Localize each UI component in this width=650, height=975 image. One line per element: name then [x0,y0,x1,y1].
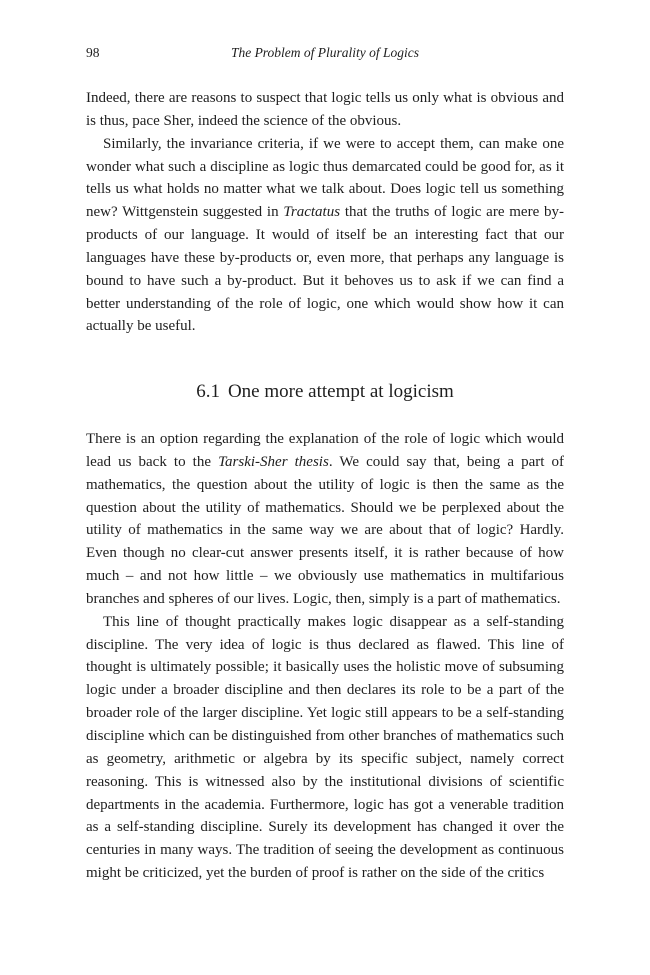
paragraph-text: There is an option regarding the explanation of the role of logic which would lead us back to the [86,431,564,470]
italic-term: Tarski-Sher thesis [218,453,329,470]
paragraph: Indeed, there are reasons to suspect that logic tells us only what is obvious and is thus, pace Sher, indeed the science of the obvious. [86,90,564,129]
paragraph-text: Similarly, the invariance criteria, if we were to accept them, can make one wonder what such a discipline as logic thus demarcated could be good for, as it tells us what holds no matter what we talk about. Does logic tell us something new? Wittgenstein suggested in [86,135,564,221]
section-text-block [86,428,564,885]
section-heading [86,380,564,404]
section-title: One more attempt at logicism [227,381,454,402]
paragraph: This line of thought practically makes logic disappear as a self-standing discipline. The very idea of logic is thus declared as flawed. This line of thought is ultimately possible; it basically uses the holistic move of subsuming logic under a broader discipline and then declares its role to be a part of the broader role of the larger discipline. Yet logic still appears to be a self-standing discipline which can be distinguished from other branches of mathematics such as geometry, arithmetic or algebra by its specific subject, namely correct reasoning. This is witnessed also by the institutional divisions of scientific departments in the academia. Furthermore, logic has got a venerable tradition as a self-standing discipline. Surely its development has changed it over the centuries in many ways. The tradition of seeing the development as continuous might be criticized, yet the burden of proof is rather on the side of the critics [86,613,564,882]
paragraph [86,428,564,611]
paragraph-text: . We could say that, being a part of mathematics, the question about the utility of logic is then the same as the question about the utility of mathematics. Should we be perplexed about the utility of mathematics in the same way we are about that of logic? Hardly. Even though no clear-cut answer presents itself, it is rather because of how much – and not how little – we obviously use mathematics in multifarious branches and spheres of our lives. Logic, then, simply is a part of mathematics. [86,453,564,607]
page-number: 98 [86,45,100,60]
section-number: 6.1 [196,381,220,402]
paragraph-text: that the truths of logic are mere by-products of our language. It would of itself be an interesting fact that our languages have these by-products or, even more, that perhaps any language is bound to have such a by-product. But it behoves us to ask if we can find a better understanding of the role of logic, one which would show how it can actually be useful. [86,204,565,335]
running-header [86,45,564,65]
opening-text-block [86,87,564,338]
paragraph [86,133,564,339]
italic-title: Tractatus [283,204,341,221]
running-title: The Problem of Plurality of Logics [230,45,420,60]
